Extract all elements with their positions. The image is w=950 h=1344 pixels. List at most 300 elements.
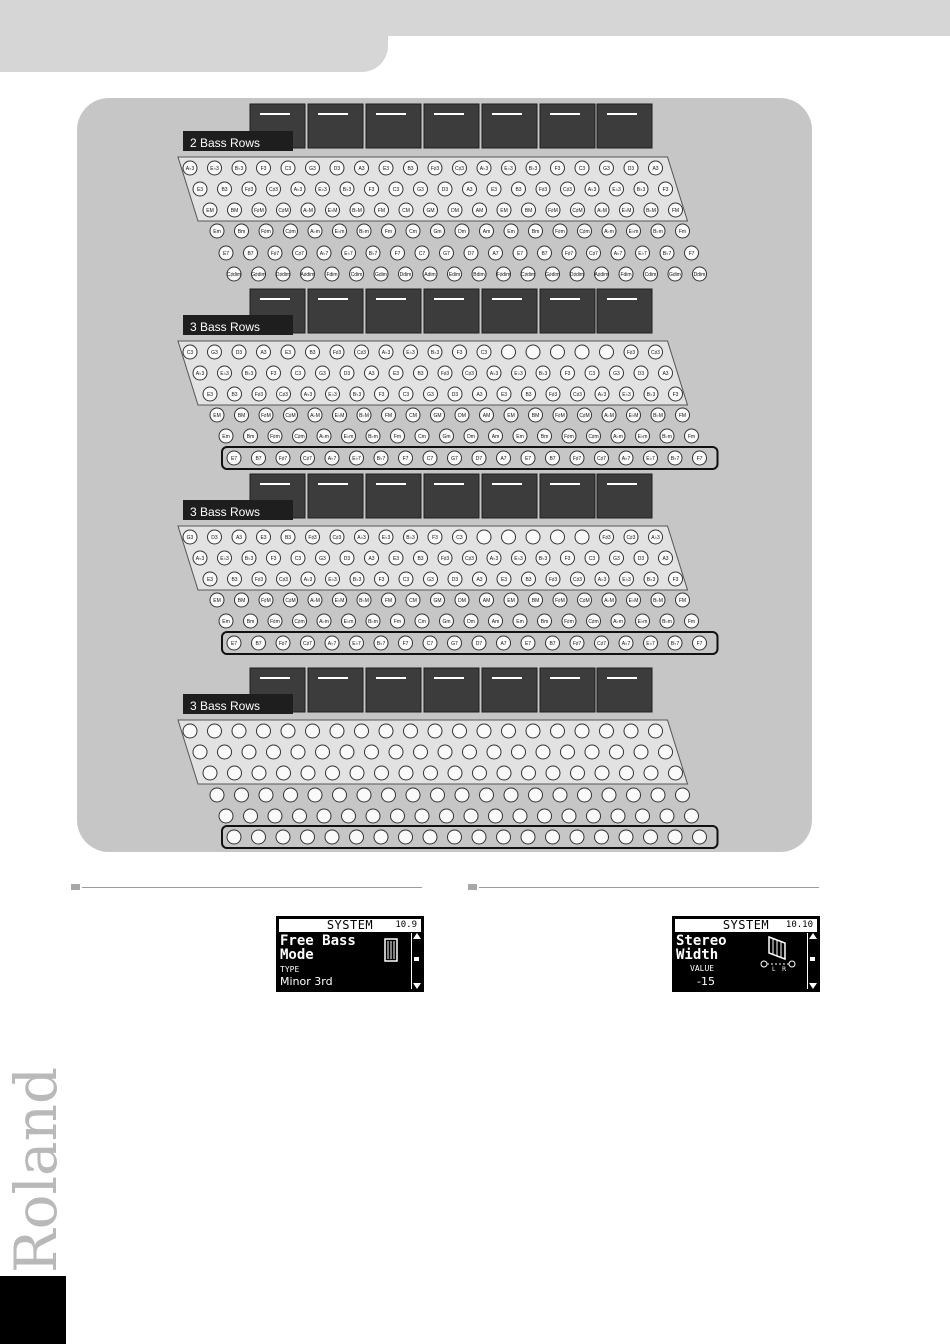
bass-button-label: E♭M <box>327 208 338 214</box>
bass-button-label: E♭3 <box>622 577 631 583</box>
bass-button-label: D3 <box>343 556 351 562</box>
bass-button <box>244 809 258 823</box>
bass-button <box>350 830 364 844</box>
bass-button <box>649 724 663 738</box>
bass-button-label: G7 <box>451 641 458 647</box>
bass-button <box>497 766 511 780</box>
bass-button-label: C♯m <box>588 619 599 625</box>
bass-button <box>504 788 518 802</box>
scroll-thumb <box>414 957 419 961</box>
bass-button <box>365 745 379 759</box>
bass-button-label: Cm <box>418 619 426 625</box>
bass-button-label: B3 <box>525 392 532 398</box>
bass-button-label: FM <box>678 598 687 604</box>
bass-button-label: F♯3 <box>332 350 342 356</box>
bass-button-label: C♯M <box>278 208 289 214</box>
bass-button-label: B♭3 <box>636 187 646 193</box>
bass-button <box>252 766 266 780</box>
bass-button-label: E♭m <box>637 434 648 440</box>
bass-button-label: Cm <box>409 229 417 235</box>
bass-button-label: E♭3 <box>328 392 337 398</box>
bass-button-label: Bm <box>540 619 549 625</box>
bass-button-label: Em <box>507 229 515 235</box>
bass-button-label: G3 <box>427 392 434 398</box>
register-key <box>597 668 652 712</box>
bass-button-label: Fm <box>678 229 687 235</box>
bass-button-label: Gdim <box>375 272 387 278</box>
bass-button-label: Am <box>491 619 500 625</box>
bass-button <box>551 530 565 544</box>
bass-button-label: B♭7 <box>662 251 672 257</box>
bass-button-label: B3 <box>417 371 424 377</box>
bass-button-label: C7 <box>426 641 434 647</box>
bass-button-label: E♭m <box>343 434 354 440</box>
block-label: 3 Bass Rows <box>190 505 261 519</box>
bass-button-label: DM <box>458 413 466 419</box>
bass-button-label: B♭3 <box>244 556 254 562</box>
bass-button <box>571 766 585 780</box>
bass-button-label: G3 <box>417 187 424 193</box>
bass-button-label: A3 <box>476 577 483 583</box>
bass-button-label: C♯3 <box>573 392 582 398</box>
bass-button-label: Gm <box>433 229 442 235</box>
bass-button-label: B7 <box>541 251 548 257</box>
bass-button <box>340 745 354 759</box>
bass-button-label: A♭3 <box>185 166 195 172</box>
register-key <box>308 289 363 333</box>
bass-button-label: E♭7 <box>646 456 655 462</box>
bass-button-label: D♯dim <box>569 272 585 278</box>
bass-button-label: Cdim <box>350 272 363 278</box>
bass-button-label: F♯7 <box>572 641 582 647</box>
bass-button-label: F7 <box>394 251 401 257</box>
bass-button <box>284 788 298 802</box>
bass-button-label: B♭7 <box>376 456 386 462</box>
bass-button-label: A♭M <box>310 413 320 419</box>
register-key <box>482 668 537 712</box>
bass-button <box>267 745 281 759</box>
bass-button-label: C3 <box>578 166 586 172</box>
bass-button-label: CM <box>409 413 417 419</box>
bass-button <box>268 809 282 823</box>
bass-button-label: E7 <box>524 641 532 647</box>
bass-button-label: C3 <box>588 371 596 377</box>
bass-button-label: F♯3 <box>440 371 450 377</box>
bass-button-label: C♯3 <box>332 535 342 541</box>
bass-button-label: E♭M <box>621 208 632 214</box>
bass-button-label: F7 <box>696 456 703 462</box>
bass-button <box>473 766 487 780</box>
bass-button-label: A♯dim <box>594 272 609 278</box>
bass-button-label: C♯3 <box>357 350 366 356</box>
bass-button-label: G♯dim <box>545 272 560 278</box>
bass-button-label: F♯7 <box>278 641 288 647</box>
bass-button-label: A♭M <box>604 413 614 419</box>
bass-button-label: G3 <box>309 166 316 172</box>
bass-button-label: B♭7 <box>376 641 386 647</box>
bass-button <box>259 788 273 802</box>
bass-button <box>350 766 364 780</box>
bass-button <box>600 724 614 738</box>
bass-button-label: BM <box>237 413 246 419</box>
bass-button <box>668 830 682 844</box>
bass-button-label: A♭3 <box>195 556 205 562</box>
bass-button-label: BM <box>531 413 540 419</box>
bass-button <box>293 809 307 823</box>
bass-button-label: E7 <box>230 456 238 462</box>
bass-button <box>463 745 477 759</box>
bass-button-label: C3 <box>402 392 410 398</box>
bass-button-label: A3 <box>652 166 659 172</box>
bass-button <box>228 766 242 780</box>
bass-button-label: Gm <box>442 619 451 625</box>
register-key <box>424 474 479 518</box>
lcd-header <box>675 919 817 932</box>
bass-button <box>522 766 536 780</box>
bass-button <box>477 724 491 738</box>
register-key <box>366 668 421 712</box>
bass-button <box>415 809 429 823</box>
bass-button <box>546 830 560 844</box>
bass-button <box>218 745 232 759</box>
bass-button <box>423 830 437 844</box>
bass-button-label: E♭3 <box>318 187 327 193</box>
bass-button-label: B♭3 <box>352 577 362 583</box>
bass-button-label: C♯m <box>588 434 599 440</box>
bass-button <box>438 745 452 759</box>
bass-button-label: E♭3 <box>514 371 523 377</box>
bass-button-label: A♭M <box>310 598 320 604</box>
bass-button <box>659 745 673 759</box>
lcd-screen-stereo-width <box>672 916 820 992</box>
bass-button-label: F7 <box>688 251 695 257</box>
bass-button-label: E♭3 <box>612 187 621 193</box>
bass-button <box>317 809 331 823</box>
bass-button-label: Fm <box>687 434 696 440</box>
bass-button-label: A3 <box>662 556 669 562</box>
bass-button-label: B7 <box>549 456 556 462</box>
bass-button-label: E♭m <box>334 229 345 235</box>
bass-button-label: C♯m <box>579 229 590 235</box>
bass-button-label: F♯M <box>261 413 271 419</box>
bass-button <box>464 809 478 823</box>
bass-button-label: F♯3 <box>254 392 264 398</box>
bass-button-label: G3 <box>427 577 434 583</box>
brand-logo: Roland <box>2 1066 70 1274</box>
bass-button <box>546 766 560 780</box>
bass-button-label: B♭3 <box>342 187 352 193</box>
bass-button-label: Edim <box>448 272 461 278</box>
bass-button-label: D7 <box>475 456 483 462</box>
register-key <box>424 289 479 333</box>
bass-button-label: Fdim <box>620 272 632 278</box>
bass-button-label: Fm <box>384 229 393 235</box>
bass-button-label: C♯7 <box>597 641 606 647</box>
bass-button-label: C3 <box>456 535 463 541</box>
bass-button-label: B♭m <box>653 229 663 235</box>
bass-button <box>308 788 322 802</box>
bass-button-label: A3 <box>476 392 483 398</box>
bass-button-label: F3 <box>260 166 267 172</box>
bass-button-label: BM <box>524 208 533 214</box>
bass-button-label: F♯7 <box>572 456 582 462</box>
bass-button <box>448 766 462 780</box>
register-key <box>308 668 363 712</box>
bass-button-label: F♯3 <box>440 556 450 562</box>
bass-button-label: E♭3 <box>381 535 391 541</box>
bass-button <box>281 724 295 738</box>
bass-button-label: D3 <box>441 187 449 193</box>
bass-button-label: FM <box>671 208 680 214</box>
bass-button-label: B3 <box>309 350 316 356</box>
bass-button <box>375 766 389 780</box>
bass-button-label: B♭3 <box>646 392 656 398</box>
bass-button-label: Fm <box>393 619 402 625</box>
bass-button-label: F♯M <box>261 598 271 604</box>
register-key <box>482 289 537 333</box>
bass-button-label: E3 <box>206 392 214 398</box>
register-key <box>366 104 421 148</box>
bass-button <box>193 745 207 759</box>
bass-button <box>513 809 527 823</box>
lcd-value: -15 <box>697 975 715 988</box>
bass-button-label: C3 <box>294 556 302 562</box>
bass-button-label: FM <box>377 208 386 214</box>
lcd-page-number: 10.10 <box>785 920 813 930</box>
bass-button-label: CM <box>402 208 410 214</box>
bass-button <box>424 766 438 780</box>
bass-button-label: FM <box>678 413 687 419</box>
bass-button-label: C♯3 <box>455 166 464 172</box>
bass-button-label: Fm <box>687 619 696 625</box>
bass-button <box>477 530 491 544</box>
bass-button-label: D3 <box>637 556 645 562</box>
bass-button-label: B♭7 <box>670 641 680 647</box>
bass-button <box>624 724 638 738</box>
bass-button-label: D3 <box>451 577 459 583</box>
bass-button <box>502 724 516 738</box>
bass-button <box>333 788 347 802</box>
bass-button <box>651 788 665 802</box>
section-rule <box>479 887 819 888</box>
bass-button-label: GM <box>426 208 435 214</box>
bass-button-label: E3 <box>206 577 214 583</box>
bass-button <box>431 788 445 802</box>
bass-button-label: AM <box>482 598 491 604</box>
bass-button <box>428 724 442 738</box>
bass-button-label: B♭M <box>653 413 663 419</box>
bass-button <box>502 345 516 359</box>
bass-button <box>526 724 540 738</box>
bass-button-label: Dm <box>467 619 475 625</box>
bass-button-label: A♭M <box>303 208 313 214</box>
bass-button-label: C7 <box>426 456 434 462</box>
bass-button-label: C♯M <box>572 208 583 214</box>
bass-button-label: C♯7 <box>295 251 304 257</box>
register-key <box>597 289 652 333</box>
register-key <box>540 104 595 148</box>
lcd-scrollbar <box>807 933 817 989</box>
bass-button <box>600 345 614 359</box>
bass-button-label: C3 <box>186 350 194 356</box>
bass-button-label: CM <box>409 598 417 604</box>
bass-button-label: C♯3 <box>465 371 474 377</box>
register-key <box>308 104 363 148</box>
bass-button-label: E7 <box>230 641 238 647</box>
bass-button-label: C♯M <box>579 598 590 604</box>
bass-button-label: A♭3 <box>597 392 607 398</box>
lcd-parameter-name: Free Bass Mode <box>280 933 356 963</box>
bass-button-label: A3 <box>368 371 375 377</box>
bass-button-label: E3 <box>260 535 267 541</box>
bass-button-label: C♯7 <box>303 641 312 647</box>
bass-button-label: B♭M <box>359 413 369 419</box>
bass-button-label: A♭3 <box>489 556 499 562</box>
bass-button <box>512 745 526 759</box>
lcd-title: SYSTEM <box>326 918 374 932</box>
bass-button <box>227 830 241 844</box>
bass-button-label: Fdim <box>326 272 338 278</box>
bass-button-label: A♭M <box>597 208 607 214</box>
bass-button-label: EM <box>500 208 508 214</box>
bass-button <box>487 745 501 759</box>
bass-button-label: A♭3 <box>303 577 313 583</box>
bass-button-label: E♭7 <box>352 456 361 462</box>
bass-button <box>644 766 658 780</box>
bass-button-label: F♯m <box>555 229 565 235</box>
bass-button-label: C3 <box>392 187 400 193</box>
bass-button-label: E♭3 <box>622 392 631 398</box>
bass-button-label: B♭m <box>368 619 378 625</box>
bass-button <box>529 788 543 802</box>
bass-button-label: A♭7 <box>621 456 631 462</box>
bass-button-label: F3 <box>270 371 277 377</box>
bass-button <box>502 530 516 544</box>
bass-button <box>342 809 356 823</box>
bass-button-label: Bm <box>237 229 246 235</box>
bass-button-label: E♭7 <box>638 251 647 257</box>
bass-button-label: D3 <box>451 392 459 398</box>
bass-button-label: A♭7 <box>327 456 337 462</box>
bass-button-label: B♭3 <box>234 166 244 172</box>
register-key <box>540 289 595 333</box>
bass-button-label: A♭3 <box>597 577 607 583</box>
section-marker <box>71 884 80 890</box>
bass-button-label: A♭m <box>613 619 623 625</box>
bass-button-label: B♭3 <box>646 577 656 583</box>
register-key <box>540 668 595 712</box>
bass-button <box>374 830 388 844</box>
bass-button <box>693 830 707 844</box>
bass-button <box>382 788 396 802</box>
bass-button-label: C3 <box>284 166 292 172</box>
bass-button-label: C♯3 <box>573 577 582 583</box>
bass-button-label: F♯3 <box>254 577 264 583</box>
bass-button <box>685 809 699 823</box>
bass-button <box>453 724 467 738</box>
bass-button-label: E3 <box>382 166 390 172</box>
bass-button-label: F3 <box>672 577 679 583</box>
bass-button-label: F3 <box>564 556 571 562</box>
bass-button-label: F♯dim <box>496 272 511 278</box>
bass-button <box>551 724 565 738</box>
bass-button <box>448 830 462 844</box>
bass-button-label: D♯dim <box>275 272 291 278</box>
bass-button-label: E♭7 <box>352 641 361 647</box>
bass-button-label: Gm <box>442 434 451 440</box>
bass-button-label: BM <box>237 598 246 604</box>
bass-button-label: A♭3 <box>479 166 489 172</box>
bass-button <box>676 788 690 802</box>
bass-button <box>611 809 625 823</box>
bass-button-label: F7 <box>402 456 409 462</box>
bass-button-label: C7 <box>418 251 426 257</box>
bass-button-label: E♭M <box>334 413 345 419</box>
bass-button <box>521 830 535 844</box>
bass-button-label: B3 <box>407 166 414 172</box>
bass-button-label: E3 <box>392 371 400 377</box>
bass-button-label: A♭M <box>604 598 614 604</box>
bass-button-label: F3 <box>368 187 375 193</box>
bass-button <box>235 788 249 802</box>
bass-button-label: E7 <box>516 251 524 257</box>
bass-button <box>326 766 340 780</box>
bass-button-label: B♭m <box>368 434 378 440</box>
bass-button-label: E3 <box>196 187 204 193</box>
bass-button-label: Em <box>516 619 524 625</box>
bass-button-label: DM <box>458 598 466 604</box>
bass-button-label: C♯M <box>285 413 296 419</box>
bass-button <box>379 724 393 738</box>
bass-button-label: F♯M <box>548 208 558 214</box>
lcd-value: Minor 3rd <box>280 975 333 988</box>
bass-button-label: C♯M <box>285 598 296 604</box>
bass-button <box>257 724 271 738</box>
bass-button-label: Em <box>516 434 524 440</box>
lcd-header <box>279 919 421 932</box>
bass-button <box>306 724 320 738</box>
bass-button-label: A7 <box>500 641 507 647</box>
lcd-title: SYSTEM <box>722 918 770 932</box>
bass-button-label: E♭m <box>637 619 648 625</box>
bass-button-label: C♯m <box>285 229 296 235</box>
register-key <box>366 289 421 333</box>
bass-button <box>440 809 454 823</box>
bass-button-label: A♭3 <box>303 392 313 398</box>
bass-button-label: B3 <box>231 392 238 398</box>
bass-button <box>595 830 609 844</box>
bass-button-label: F3 <box>378 577 385 583</box>
bass-button-label: Cm <box>418 434 426 440</box>
bass-button <box>497 830 511 844</box>
bass-button-label: F♯3 <box>308 535 317 541</box>
bass-button-label: EM <box>213 413 221 419</box>
bass-button-label: C♯3 <box>563 187 572 193</box>
bass-button-label: E♭M <box>334 598 345 604</box>
bass-button-label: F♯3 <box>538 187 548 193</box>
register-key <box>482 474 537 518</box>
bass-button <box>330 724 344 738</box>
bass-button <box>570 830 584 844</box>
bass-button <box>587 809 601 823</box>
bass-button <box>660 809 674 823</box>
bass-button <box>562 809 576 823</box>
bass-button <box>325 830 339 844</box>
bass-button <box>620 766 634 780</box>
bass-button-label: A♭3 <box>381 350 391 356</box>
bass-button-label: Bm <box>246 619 255 625</box>
bass-button-label: A♯dim <box>300 272 315 278</box>
